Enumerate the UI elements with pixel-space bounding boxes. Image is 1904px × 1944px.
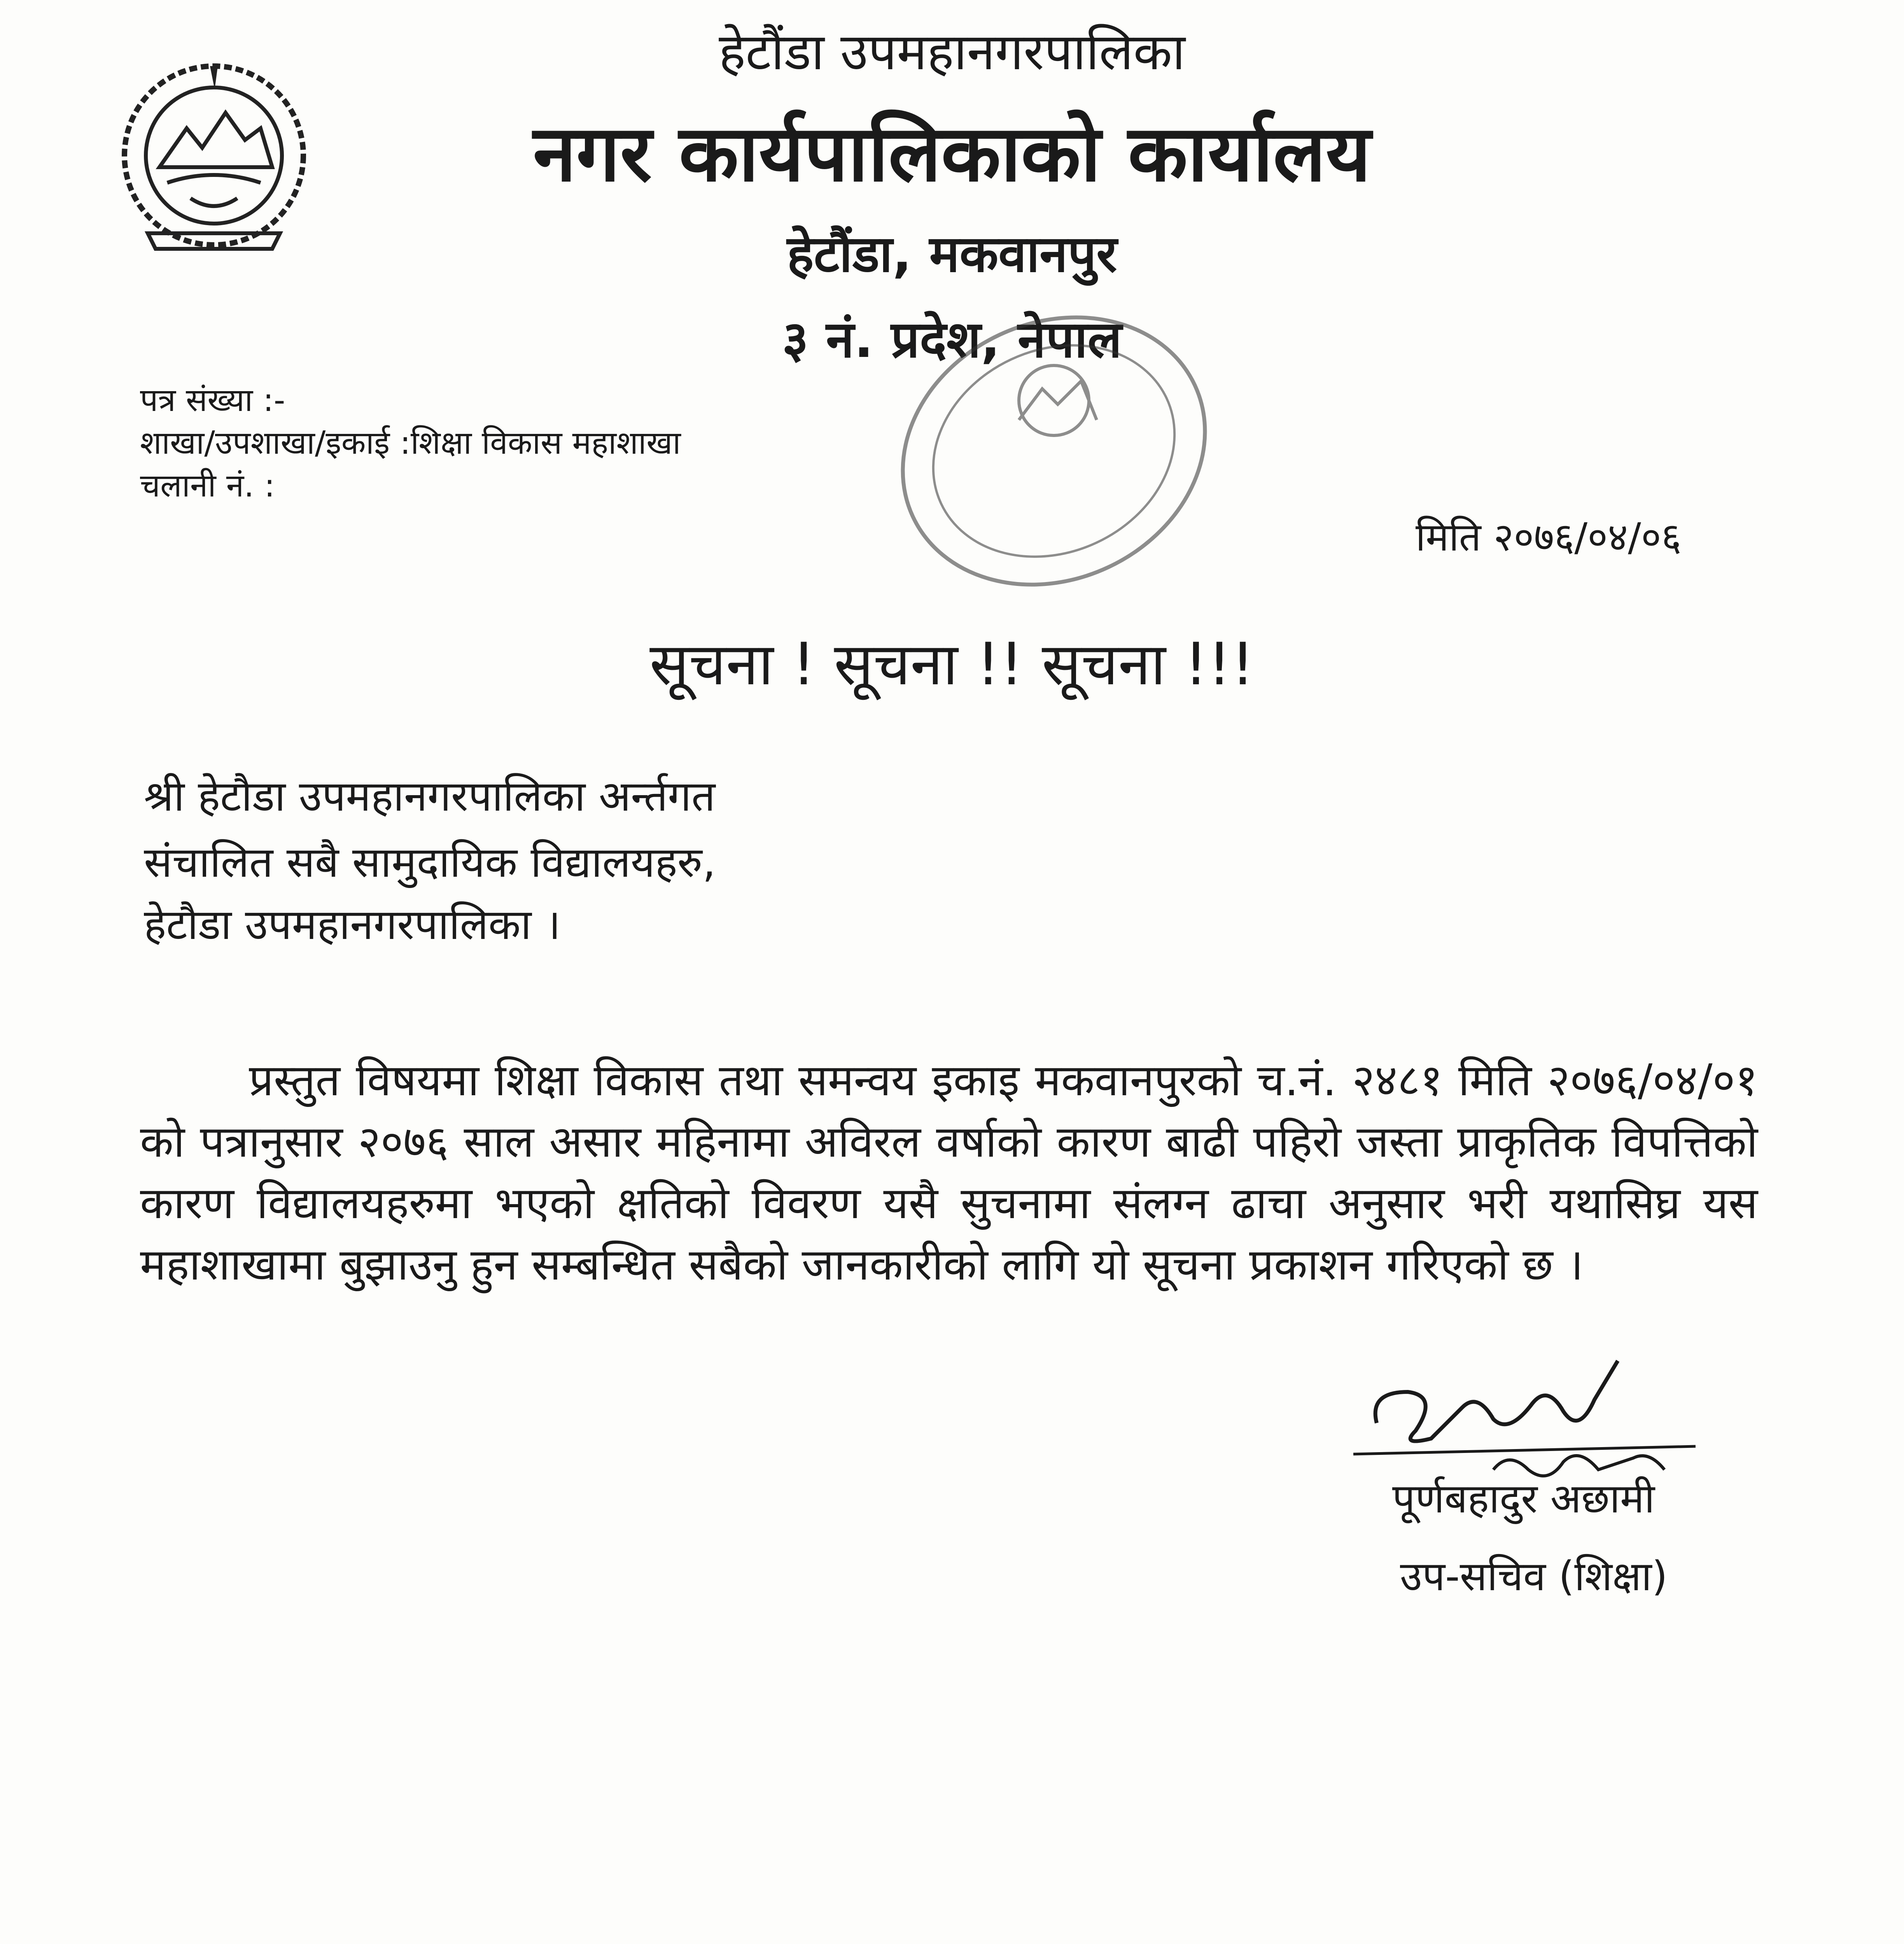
header-location: हेटौंडा, मकवानपुर — [787, 224, 1117, 283]
office-seal-stamp — [879, 303, 1229, 607]
letter-date: मिति २०७६/०४/०६ — [1416, 514, 1682, 560]
addressee-line-2: संचालित सबै सामुदायिक विद्यालयहरु, — [144, 838, 716, 887]
header-province: ३ नं. प्रदेश, नेपाल — [782, 310, 1122, 369]
branch-name: शाखा/उपशाखा/इकाई :शिक्षा विकास महाशाखा — [140, 425, 681, 462]
addressee-line-3: हेटौडा उपमहानगरपालिका । — [144, 900, 561, 949]
addressee-line-1: श्री हेटौडा उपमहानगरपालिका अर्न्तगत — [144, 772, 716, 821]
signatory-title: उप-सचिव (शिक्षा) — [1400, 1552, 1668, 1600]
notice-title: सूचना ! सूचना !! सूचना !!! — [649, 631, 1255, 698]
header-municipality: हेटौंडा उपमहानगरपालिका — [719, 22, 1185, 81]
letter-number: पत्र संख्या :- — [140, 382, 285, 419]
signatory-name: पूर्णबहादुर अछामी — [1392, 1475, 1655, 1522]
notice-body: प्रस्तुत विषयमा शिक्षा विकास तथा समन्वय इकाइ मकवानपुरको च.नं. २४८१ मिति २०७६/०४/०१ को पत्रानुसार २०७६ साल असार महिनामा अविरल वर्षाको कारण बाढी पहिरो जस्ता प्राकृतिक विपत्तिको कारण विद्यालयहरुमा भएको क्षतिको विवरण यसै सुचनामा संलग्न ढाचा अनुसार भरी यथासिघ्र यस महाशाखामा बुझाउनु हुन सम्बन्धित सबैको जानकारीको लागि यो सूचना प्रकाशन गरिएको छ । — [140, 1055, 1758, 1290]
header-office-title: नगर कार्यपालिकाको कार्यालय — [533, 108, 1371, 199]
dispatch-number: चलानी नं. : — [140, 467, 275, 504]
